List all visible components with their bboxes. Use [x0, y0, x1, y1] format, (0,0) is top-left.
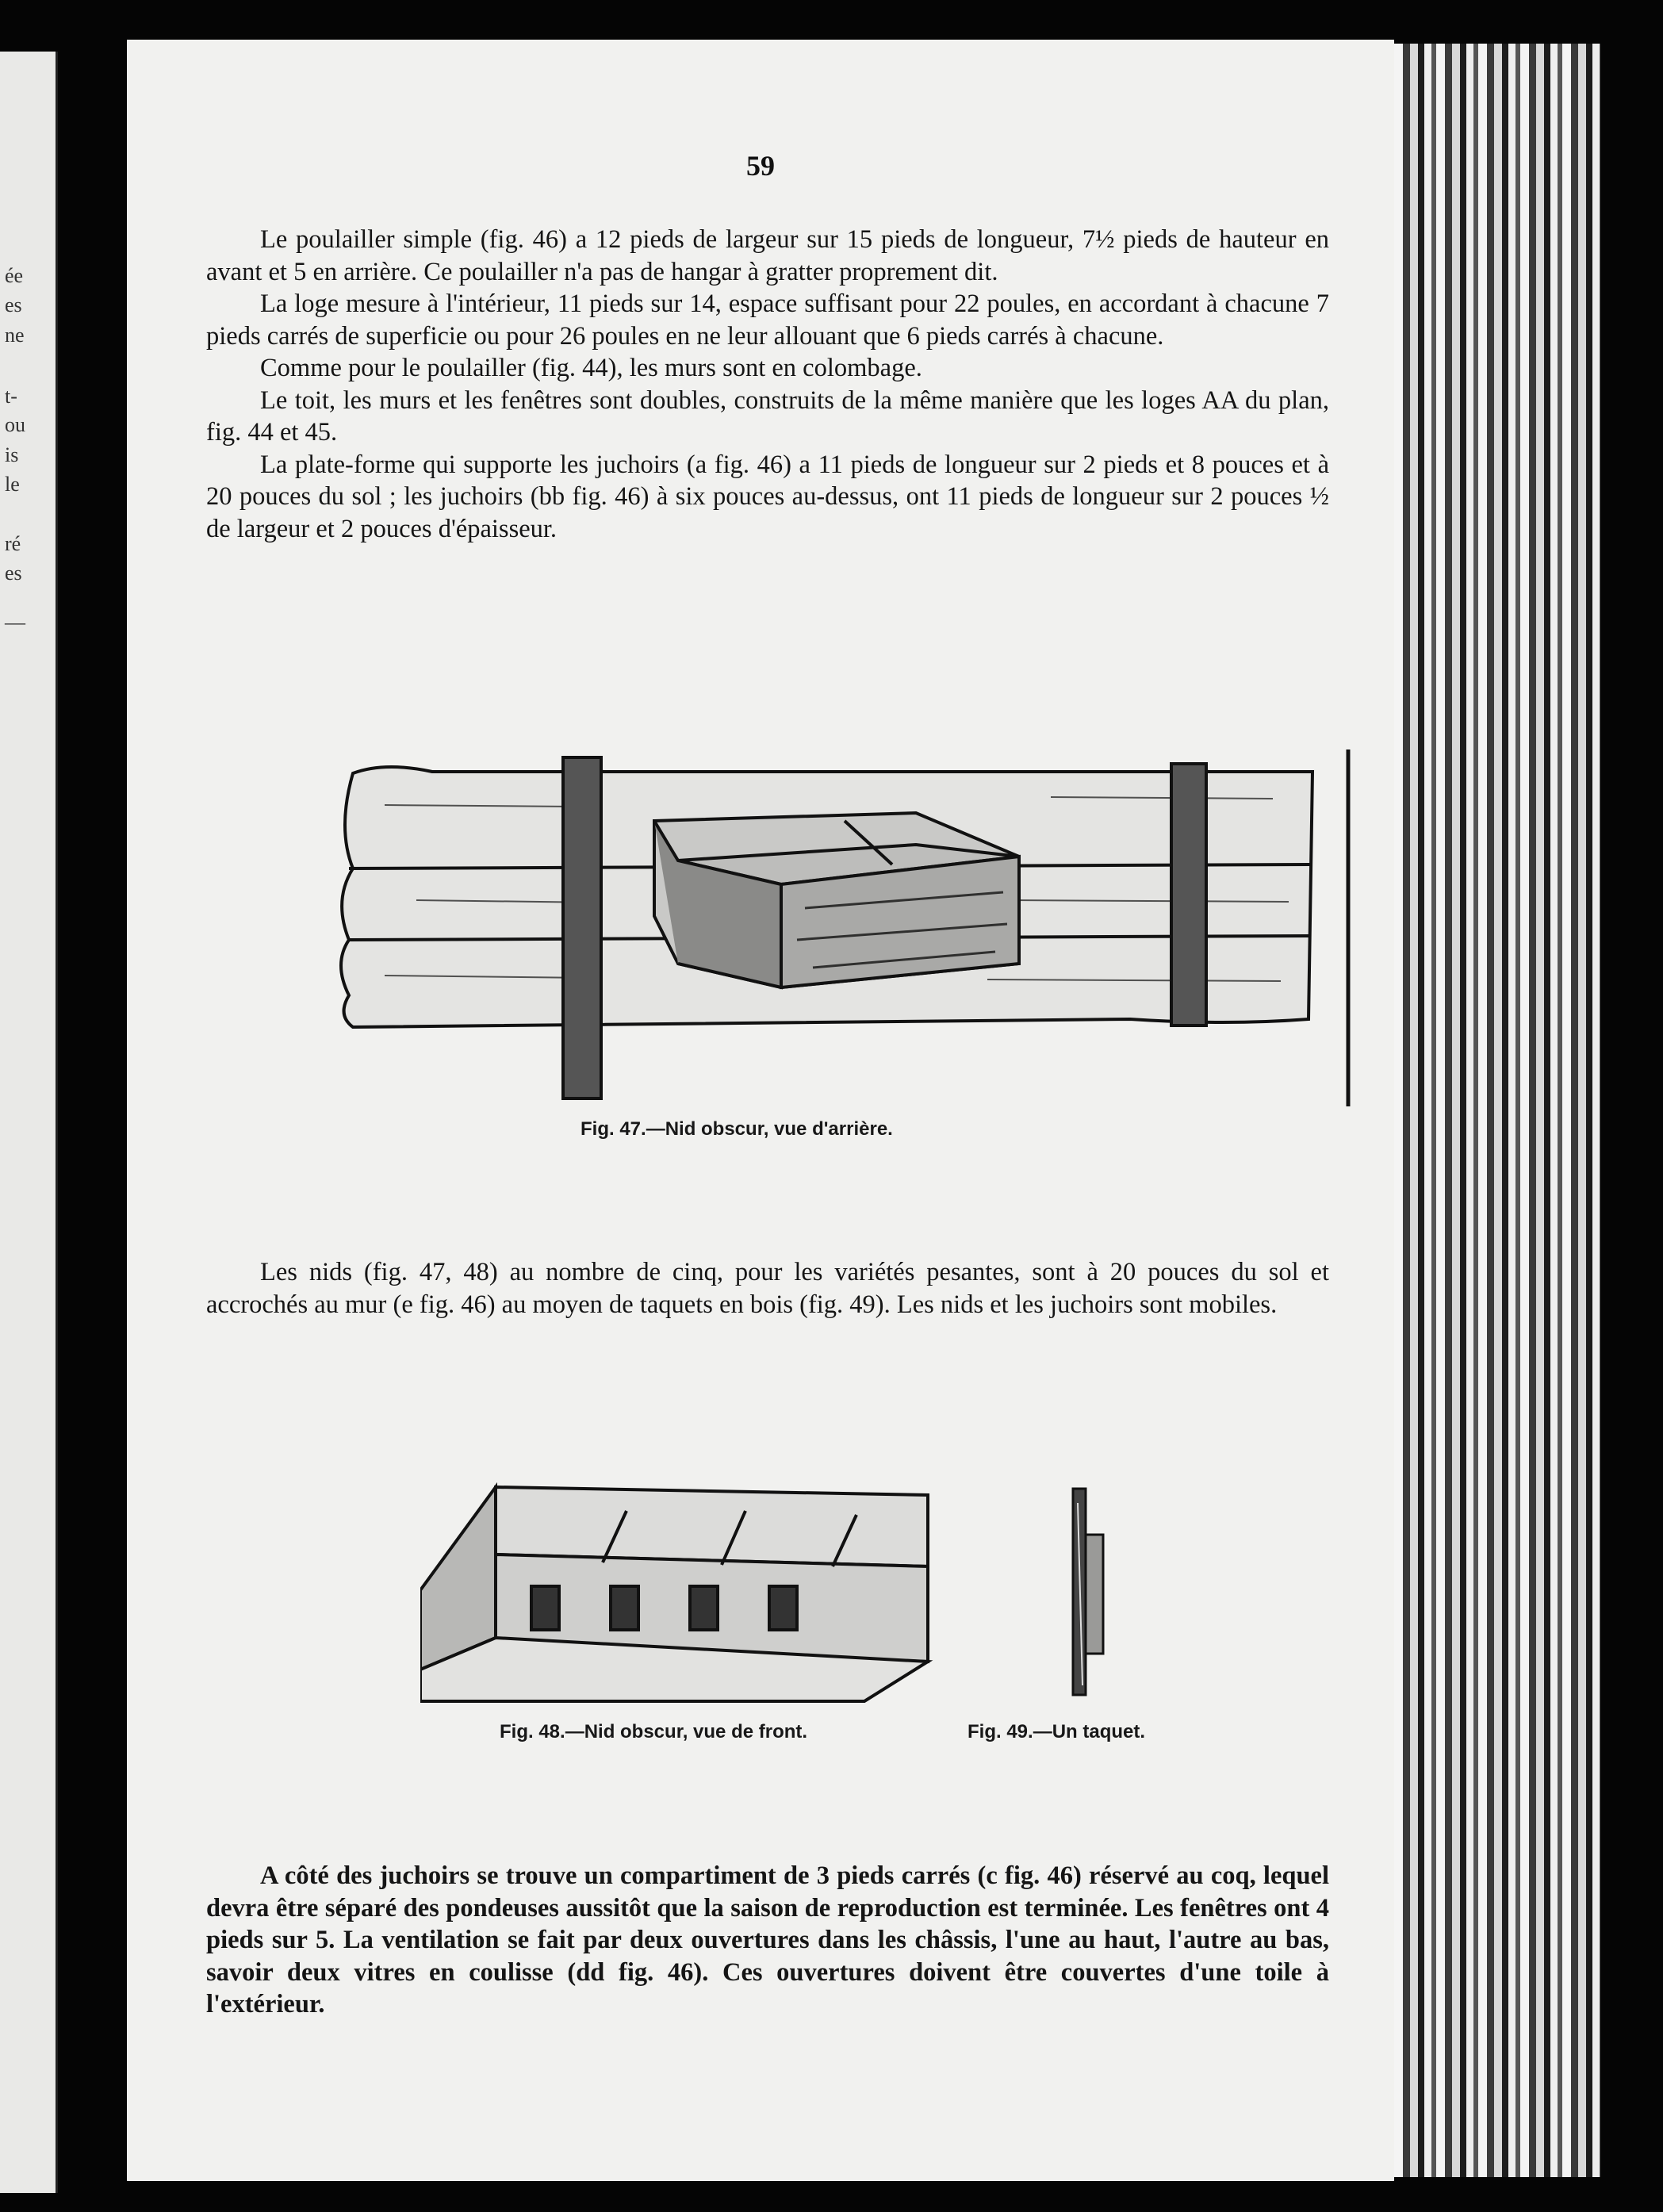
section-three-text	[206, 1860, 1329, 2021]
figure-47-caption: Fig. 47.—Nid obscur, vue d'arrière.	[581, 1118, 893, 1140]
prev-page-fragment: ou	[5, 413, 25, 436]
figure-48-nest-front-illustration	[420, 1479, 1039, 1709]
prev-page-fragment: le	[5, 473, 20, 496]
prev-page-fragment: is	[5, 443, 19, 466]
paragraph: La loge mesure à l'intérieur, 11 pieds sur 14, espace suffisant pour 22 poules, en accordant à chacune 7 pieds carrés de superficie ou pour 26 poules en ne leur allouant que 6 pieds carrés à chacune.	[206, 289, 1329, 351]
paragraph: Le toit, les murs et les fenêtres sont doubles, construits de la même manière que les loges AA du plan, fig. 44 et 45.	[206, 385, 1329, 447]
prev-page-fragment: es	[5, 293, 22, 316]
book-page	[127, 40, 1394, 2181]
prev-page-fragment: —	[5, 611, 25, 634]
figure-47-nest-rear-illustration	[337, 702, 1368, 1114]
prev-page-fragment: es	[5, 562, 22, 585]
figure-48-caption: Fig. 48.—Nid obscur, vue de front.	[500, 1721, 808, 1742]
prev-page-fragment: t-	[5, 385, 17, 408]
prev-page-fragment: ré	[5, 532, 21, 555]
section-one-text	[206, 224, 1329, 545]
paragraph: A côté des juchoirs se trouve un compartiment de 3 pieds carrés (c fig. 46) réservé au coq, lequel devra être séparé des pondeuses aussitôt que la saison de reproduction est terminée. Les fenêtres ont 4 pieds sur 5. La ventilation se fait par deux ouvertures dans les châssis, l'une au haut, l'autre au bas, savoir deux vitres en coulisse (dd fig. 46). Ces ouvertures doivent être couvertes d'une toile à l'extérieur.	[206, 1861, 1329, 2018]
paragraph: Comme pour le poulailler (fig. 44), les murs sont en colombage.	[260, 354, 922, 382]
prev-page-fragment: ne	[5, 324, 25, 347]
figure-49-caption: Fig. 49.—Un taquet.	[968, 1721, 1146, 1742]
figure-49-cleat-illustration	[1067, 1487, 1122, 1701]
book-page-edges	[1394, 44, 1600, 2177]
paragraph: Les nids (fig. 47, 48) au nombre de cinq, pour les variétés pesantes, sont à 20 pouces du sol et accrochés au mur (e fig. 46) au moyen de taquets en bois (fig. 49). Les nids et les juchoirs sont mobiles.	[206, 1258, 1329, 1319]
paragraph: Le poulailler simple (fig. 46) a 12 pieds de largeur sur 15 pieds de longueur, 7½ pieds de hauteur en avant et 5 en arrière. Ce poulailler n'a pas de hangar à gratter proprement dit.	[206, 225, 1329, 286]
previous-page-strip	[0, 52, 58, 2193]
prev-page-fragment: ée	[5, 264, 24, 287]
page-number: 59	[746, 150, 775, 182]
section-two-text	[206, 1256, 1329, 1321]
paragraph: La plate-forme qui supporte les juchoirs (a fig. 46) a 11 pieds de longueur sur 2 pieds et 8 pouces et à 20 pouces du sol ; les juchoirs (bb fig. 46) à six pouces au-dessus, ont 11 pieds de longueur sur 2 pouces ½ de largeur et 2 pouces d'épaisseur.	[206, 450, 1329, 543]
